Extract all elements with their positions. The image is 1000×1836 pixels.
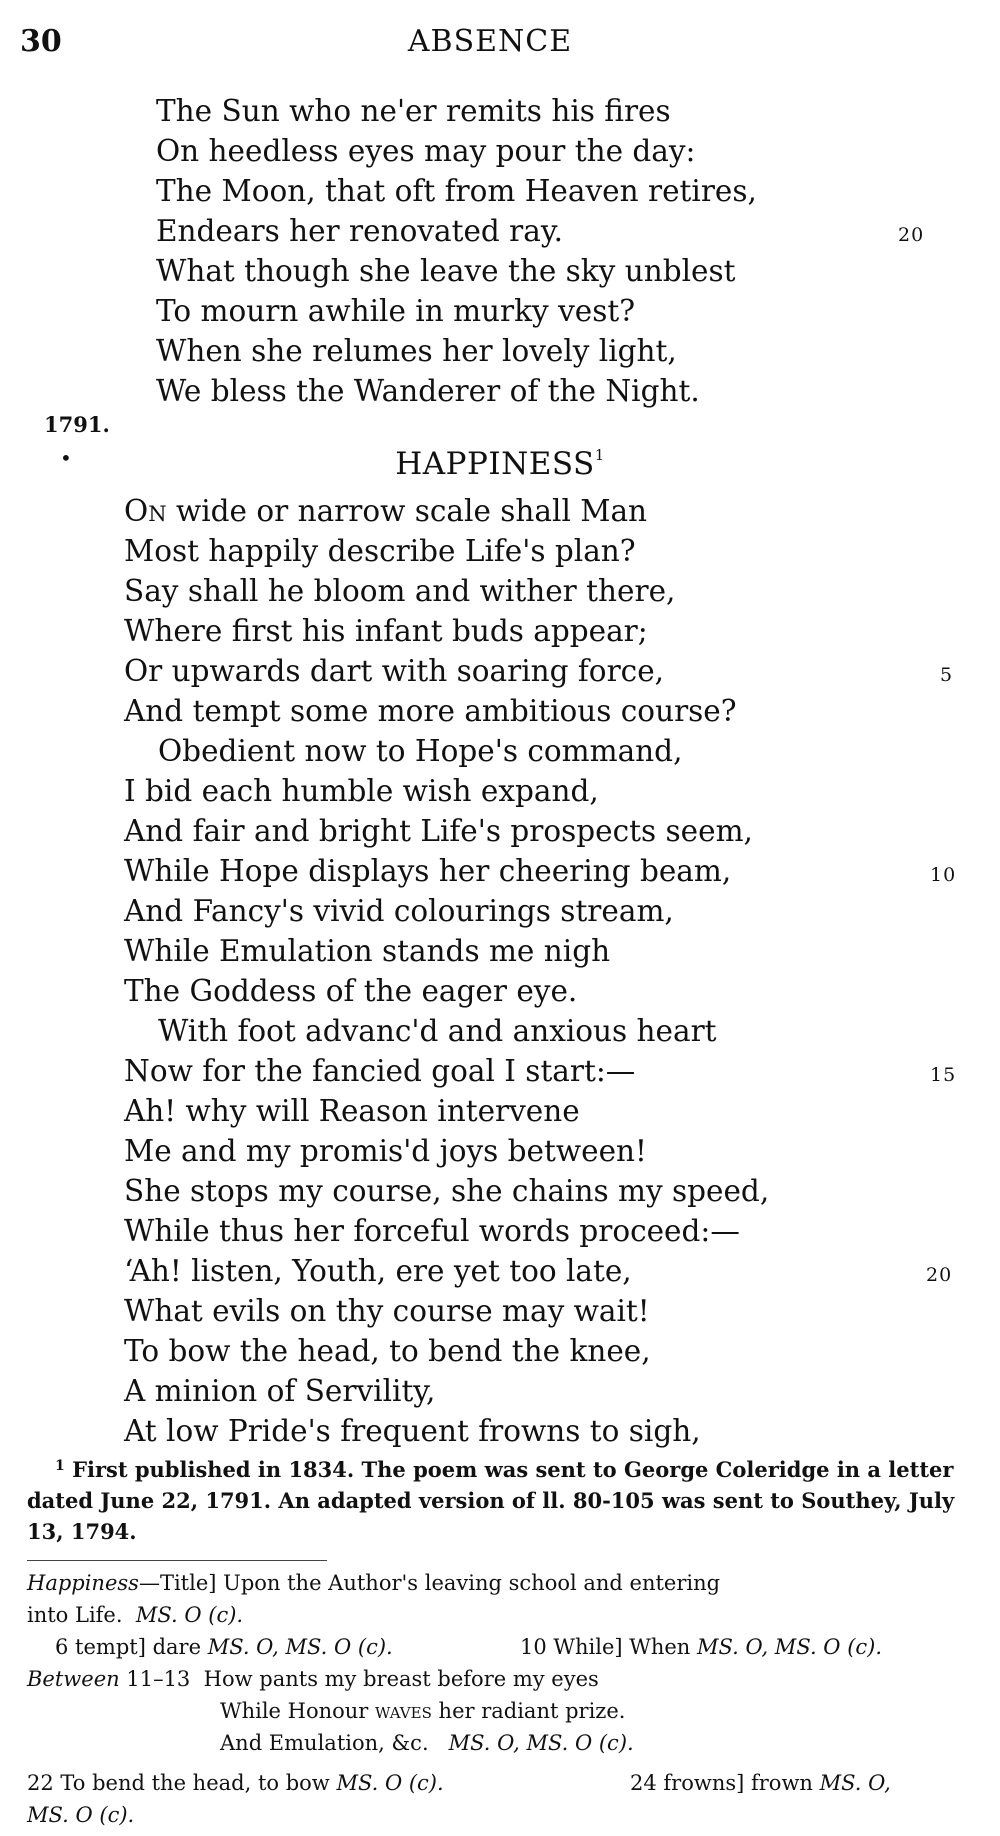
variant-ms: MS. O, MS. O (c). bbox=[696, 1635, 883, 1659]
variant-text: her radiant prize. bbox=[438, 1699, 626, 1723]
variant-text: While Honour bbox=[220, 1699, 369, 1723]
happiness-line: Obedient now to Hope's command, bbox=[158, 734, 683, 768]
variant-line-24-cont bbox=[27, 1800, 134, 1831]
happiness-line: At low Pride's frequent frowns to sigh, bbox=[124, 1414, 701, 1448]
happiness-line: While Emulation stands me nigh bbox=[124, 934, 611, 968]
running-title: ABSENCE bbox=[407, 24, 573, 59]
happiness-line: Me and my promis'd joys between! bbox=[124, 1134, 647, 1168]
happiness-line: I bid each humble wish expand, bbox=[124, 774, 599, 808]
absence-line: The Sun who ne'er remits his fires bbox=[156, 94, 671, 128]
happiness-line: Most happily describe Life's plan? bbox=[124, 534, 636, 568]
absence-line: On heedless eyes may pour the day: bbox=[156, 134, 696, 168]
variant-title bbox=[27, 1568, 720, 1599]
happiness-line: And tempt some more ambitious course? bbox=[124, 694, 737, 728]
happiness-line: And Fancy's vivid colourings stream, bbox=[124, 894, 674, 928]
absence-line: To mourn awhile in murky vest? bbox=[156, 294, 636, 328]
variant-text: And Emulation, &c. bbox=[220, 1731, 429, 1755]
variant-ms: MS. O (c). bbox=[27, 1803, 135, 1827]
absence-line: Endears her renovated ray. bbox=[156, 214, 563, 248]
variant-text: 24 frowns] frown bbox=[630, 1771, 813, 1795]
variant-title-line2: into Life. bbox=[27, 1603, 123, 1627]
variant-text: 22 To bend the head, to bow bbox=[27, 1771, 330, 1795]
line-number: 20 bbox=[926, 1264, 953, 1286]
happiness-line: Now for the fancied goal I start:— bbox=[124, 1054, 636, 1088]
variant-title-text: —Title] Upon the Author's leaving school and entering bbox=[138, 1571, 721, 1595]
happiness-line: She stops my course, she chains my speed, bbox=[124, 1174, 770, 1208]
page-header bbox=[20, 24, 960, 64]
happiness-line: What evils on thy course may wait! bbox=[124, 1294, 650, 1328]
happiness-line: Where first his infant buds appear; bbox=[124, 614, 648, 648]
smallcaps-letters: n bbox=[148, 494, 167, 528]
bullet-mark: • bbox=[60, 446, 72, 470]
happiness-line: Say shall he bloom and wither there, bbox=[124, 574, 676, 608]
absence-line: We bless the Wanderer of the Night. bbox=[156, 374, 700, 408]
variant-between-label: Between bbox=[27, 1667, 120, 1691]
variant-between-range: 11–13 bbox=[126, 1667, 191, 1691]
happiness-line: ‘Ah! listen, Youth, ere yet too late, bbox=[124, 1254, 632, 1288]
variant-ms: MS. O, MS. O (c). bbox=[207, 1635, 393, 1659]
variant-between bbox=[27, 1664, 599, 1695]
first-line-rest: wide or narrow scale shall Man bbox=[166, 494, 648, 528]
happiness-line: To bow the head, to bend the knee, bbox=[124, 1334, 651, 1368]
poem-title bbox=[0, 446, 1000, 482]
line-number: 5 bbox=[940, 664, 954, 686]
variant-ms: MS. O (c). bbox=[135, 1603, 244, 1627]
variant-text: 6 tempt] dare bbox=[55, 1635, 201, 1659]
footnote-number: 1 bbox=[55, 1458, 65, 1474]
happiness-line: And fair and bright Life's prospects seem, bbox=[124, 814, 753, 848]
absence-line: When she relumes her lovely light, bbox=[156, 334, 677, 368]
line-number: 15 bbox=[930, 1064, 957, 1086]
variant-between-3 bbox=[220, 1728, 634, 1759]
variant-ms: MS. O, bbox=[819, 1771, 891, 1795]
happiness-line: While Hope displays her cheering beam, bbox=[124, 854, 732, 888]
variant-text: 10 While] When bbox=[520, 1635, 691, 1659]
happiness-line: The Goddess of the eager eye. bbox=[124, 974, 578, 1008]
happiness-line: Or upwards dart with soaring force, bbox=[124, 654, 665, 688]
poem-title-text: HAPPINESS bbox=[395, 446, 595, 482]
happiness-line: With foot advanc'd and anxious heart bbox=[158, 1014, 717, 1048]
footnote-marker: 1 bbox=[594, 446, 605, 464]
page-number: 30 bbox=[20, 24, 62, 59]
absence-line: What though she leave the sky unblest bbox=[156, 254, 736, 288]
variant-between-2 bbox=[220, 1696, 625, 1727]
line-number: 20 bbox=[898, 224, 925, 246]
drop-letter: O bbox=[124, 494, 149, 528]
happiness-line bbox=[124, 492, 647, 530]
variant-title-label: Happiness bbox=[27, 1571, 139, 1595]
happiness-line: Ah! why will Reason intervene bbox=[124, 1094, 580, 1128]
happiness-line: While thus her forceful words proceed:— bbox=[124, 1214, 740, 1248]
variant-line-24 bbox=[630, 1768, 891, 1799]
footnote bbox=[27, 1451, 957, 1547]
divider-rule bbox=[27, 1560, 327, 1561]
variant-title-cont bbox=[27, 1600, 243, 1631]
happiness-line: A minion of Servility, bbox=[124, 1374, 436, 1408]
variant-ms: MS. O, MS. O (c). bbox=[448, 1731, 634, 1755]
variant-smallcaps: waves bbox=[375, 1699, 432, 1723]
footnote-text: First published in 1834. The poem was sent to George Coleridge in a letter dated June 22, 1791. An adapted version of ll. 80-105 was sent to Southey, July 13, 1794. bbox=[27, 1457, 955, 1544]
variant-line-22 bbox=[27, 1768, 444, 1799]
variant-line-10 bbox=[520, 1632, 882, 1663]
variant-between-line1: How pants my breast before my eyes bbox=[203, 1667, 599, 1691]
variant-line-6 bbox=[55, 1632, 393, 1663]
variant-ms: MS. O (c). bbox=[336, 1771, 444, 1795]
absence-line: The Moon, that oft from Heaven retires, bbox=[156, 174, 757, 208]
line-number: 10 bbox=[930, 864, 957, 886]
poem-date: 1791. bbox=[44, 412, 110, 437]
